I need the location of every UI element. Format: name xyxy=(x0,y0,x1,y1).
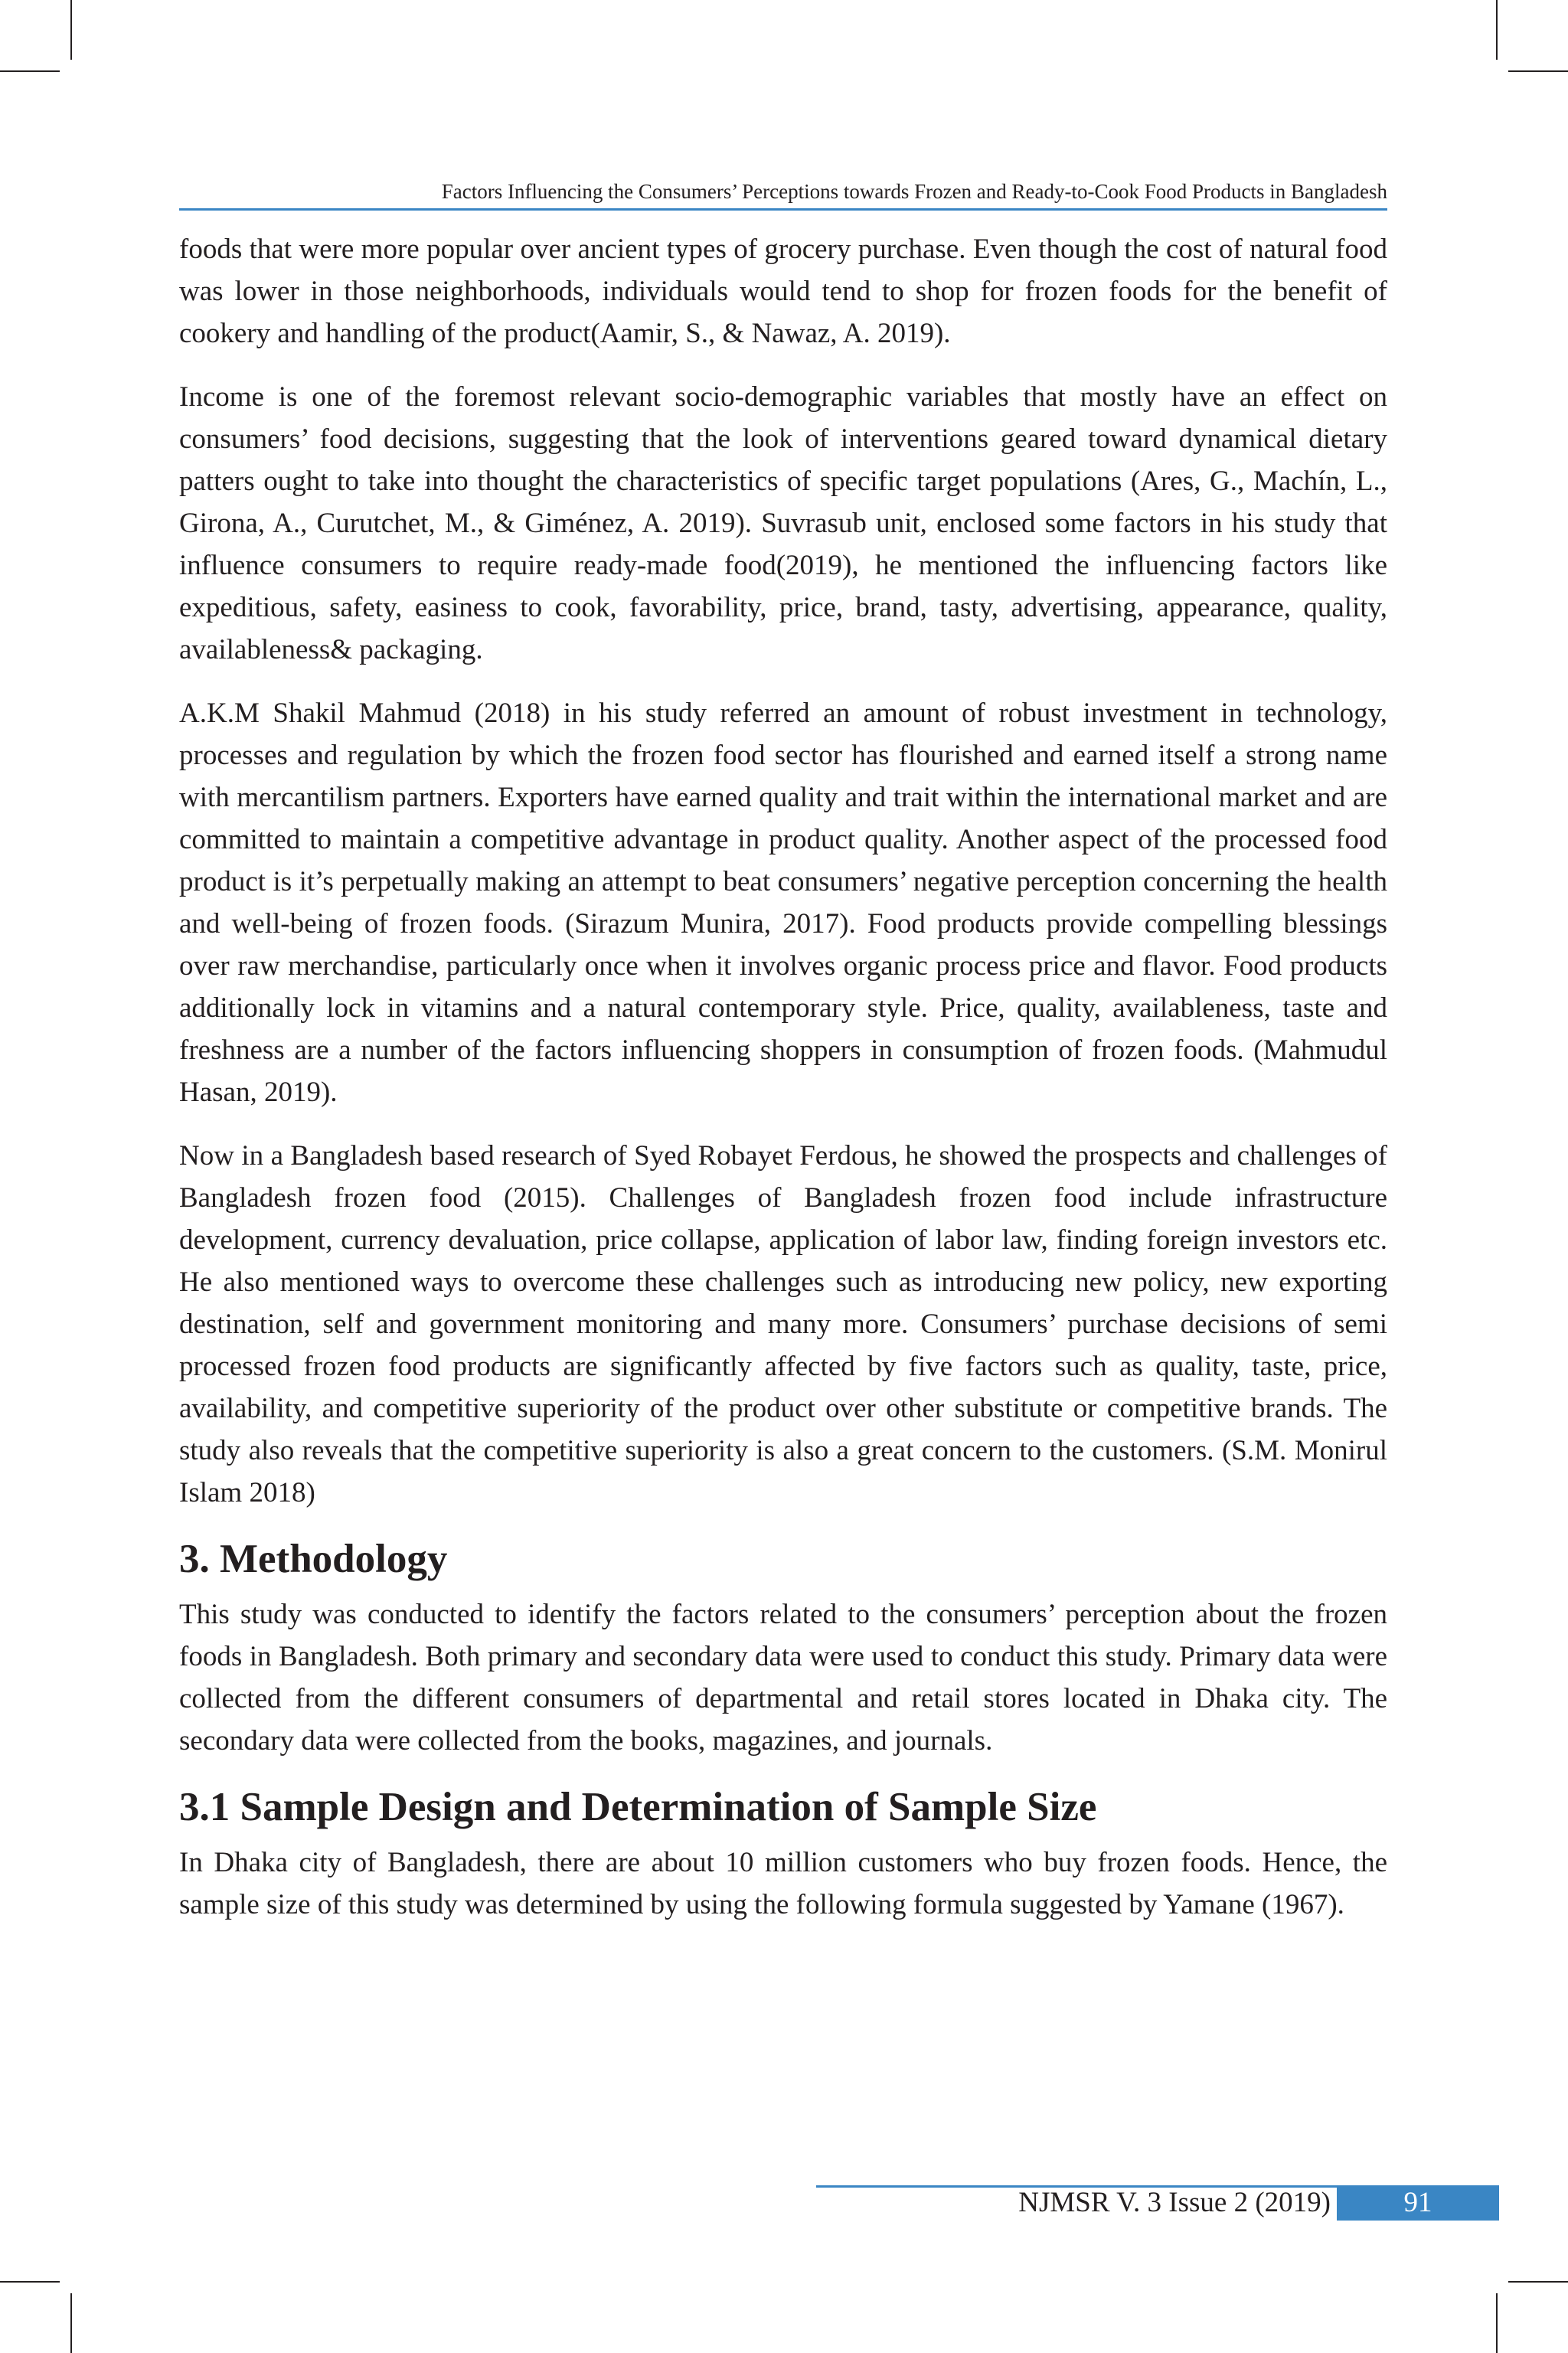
paragraph: This study was conducted to identify the factors related to the consumers’ perception about the frozen foods in Bangladesh. Both primary and secondary data were used to conduct this study. Primary data were collected from the different consumers of departmental and retail stores located in Dhaka city. The secondary data were collected from the books, magazines, and journals. xyxy=(179,1599,1387,1757)
page-number: 91 xyxy=(1337,2185,1499,2221)
paragraph: Income is one of the foremost relevant socio-demographic variables that mostly have an effect on consumers’ food decisions, suggesting that the look of interventions geared toward dynamical dietary patters ought to take into thought the characteristics of specific target populations (Ares, G., Machín, L., Girona, A., Curutchet, M., & Giménez, A. 2019). Suvrasub unit, enclosed some factors in his study that influence consumers to require ready-made food(2019), he mentioned the influencing factors like expeditious, safety, easiness to cook, favorability, price, brand, tasty, advertising, appearance, quality, availableness& packaging. xyxy=(179,381,1387,665)
crop-mark xyxy=(0,2281,60,2283)
paragraph: foods that were more popular over ancient types of grocery purchase. Even though the cost of natural food was lower in those neighborhoods, individuals would tend to shop for frozen foods for the benefit of cookery and handling of the product(Aamir, S., & Nawaz, A. 2019). xyxy=(179,234,1387,349)
paragraph: In Dhaka city of Bangladesh, there are about 10 million customers who buy frozen foods. Hence, the sample size of this study was determined by using the following formula suggested by Yamane (1967). xyxy=(179,1847,1387,1920)
crop-mark xyxy=(1508,2281,1568,2283)
running-header: Factors Influencing the Consumers’ Perceptions towards Frozen and Ready-to-Cook Food Products in Bangladesh xyxy=(179,175,1387,211)
journal-citation: NJMSR V. 3 Issue 2 (2019) xyxy=(1018,2187,1331,2218)
paragraph: A.K.M Shakil Mahmud (2018) in his study referred an amount of robust investment in technology, processes and regulation by which the frozen food sector has flourished and earned itself a strong name with mercantilism partners. Exporters have earned quality and trait within the international market and are committed to maintain a competitive advantage in product quality. Another aspect of the processed food product is it’s perpetually making an attempt to beat consumers’ negative perception concerning the health and well-being of frozen foods. (Sirazum Munira, 2017). Food products provide compelling blessings over raw merchandise, particularly once when it involves organic process price and flavor. Food products additionally lock in vitamins and a natural contemporary style. Price, quality, availableness, taste and freshness are a number of the factors influencing shoppers in consumption of frozen foods. (Mahmudul Hasan, 2019). xyxy=(179,698,1387,1108)
crop-mark xyxy=(1496,2293,1498,2353)
crop-mark xyxy=(1496,0,1498,60)
crop-mark xyxy=(1508,70,1568,72)
crop-mark xyxy=(70,2293,72,2353)
crop-mark xyxy=(0,70,60,72)
paragraph: Now in a Bangladesh based research of Syed Robayet Ferdous, he showed the prospects and challenges of Bangladesh frozen food (2015). Challenges of Bangladesh frozen food include infrastructure development, currency devaluation, price collapse, application of labor law, finding foreign investors etc. He also mentioned ways to overcome these challenges such as introducing new policy, new exporting destination, self and government monitoring and many more. Consumers’ purchase decisions of semi processed frozen food products are significantly affected by five factors such as quality, taste, price, availability, and competitive superiority of the product over other substitute or competitive brands. The study also reveals that the competitive superiority is also a great concern to the customers. (S.M. Monirul Islam 2018) xyxy=(179,1140,1387,1508)
section-heading-methodology: 3. Methodology xyxy=(179,1537,448,1581)
crop-mark xyxy=(70,0,72,60)
page-footer xyxy=(816,2185,1499,2219)
section-heading-sample-design: 3.1 Sample Design and Determination of Sample Size xyxy=(179,1785,1097,1829)
article-body xyxy=(179,228,1387,1947)
